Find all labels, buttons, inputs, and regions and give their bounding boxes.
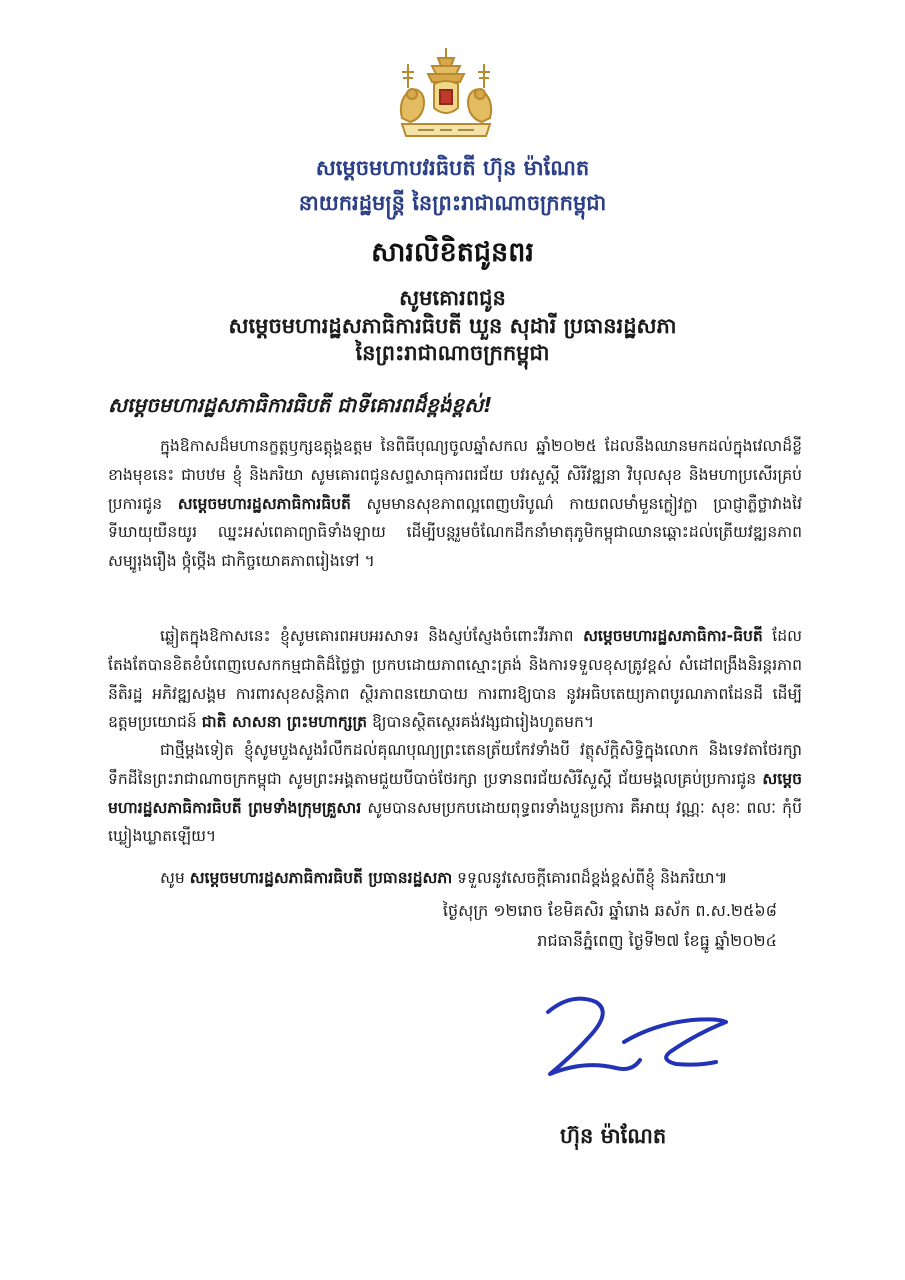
emphasis: ជាតិ សាសនា ព្រះមហាក្សត្រ [201, 713, 368, 732]
recipient-line-2: សម្តេចមហារដ្ឋសភាធិការធិបតី ឃួន សុដារី ប្រធានរដ្ឋសភា [228, 314, 677, 338]
emphasis: សម្តេចមហារដ្ឋសភាធិការធិបតី ព្រមទាំងក្រុមគ្រួសារ [108, 769, 802, 817]
body-paragraph-1: ក្នុងឱកាសដ៏មហានក្ខត្តឫក្សឧត្តុង្គឧត្តម នៃពិធីបុណ្យចូលឆ្នាំសកល ឆ្នាំ២០២៥ ដែលនឹងឈានមកដល់ក្នុងវេលាដ៏ខ្លីខាងមុខនេះ ជាបឋម ខ្ញុំ និងភរិយា សូមគោរពជូនសព្ទសាធុការពរជ័យ បវរសួស្តី សិរីវឌ្ឍនា វិបុលសុខ និងមហាប្រសើរគ្រប់ប្រការជូន សម្តេចមហារដ្ឋសភាធិការធិបតី សូមមានសុខភាពល្អពេញបរិបូណ៌ កាយពលមាំមួនក្លៀវក្លា ប្រាជ្ញាភ្លឺថ្លាវាងវៃ ទីឃាយុយឺនយូរ ឈ្នះអស់ពេគាព្យាធិទាំងឡាយ ដើម្បីបន្តរួមចំណែកដឹកនាំមាតុភូមិកម្ពុជាឈានឆ្ពោះដល់ត្រើយវឌ្ឍនភាព សម្បូរុងរឿង ថ្កុំថ្កើង ជាកិច្ចយោគភាពរៀងទៅ ។ [108, 437, 803, 571]
body-paragraph-2: ឆ្លៀតក្នុងឱកាសនេះ ខ្ញុំសូមគោរពអបអរសាទរ និងស្ញប់ស្ញែងចំពោះវីរភាព សម្តេចមហារដ្ឋសភាធិការ-ធិបតី ដែលតែងតែបានខិតខំបំពេញបេសកកម្មជាតិដ៏ថ្លៃថ្លា ប្រកបដោយភាពស្មោះត្រង់ និងការទទួលខុសត្រូវខ្ពស់ សំដៅពង្រឹងនិរន្តរភាពនីតិរដ្ឋ អភិវឌ្ឍសង្គម ការពារសុខសន្តិភាព ស្ថិរភាពនយោបាយ ការពារឱ្យបាន នូវអធិបតេយ្យភាពបូរណភាពដែនដី ដើម្បីឧត្តមប្រយោជន៍ ជាតិ សាសនា ព្រះមហាក្សត្រ ឱ្យបានស្ថិតស្ថេរគង់វង្សជារៀងហូតមក។ [108, 627, 803, 732]
emphasis: សម្តេចមហារដ្ឋសភាធិការធិបតី ប្រធានរដ្ឋសភា [189, 869, 453, 887]
place-and-date: រាជធានីភ្នំពេញ ថ្ងៃទី២៧ ខែធ្នូ ឆ្នាំ២០២៤ [537, 931, 777, 950]
body-paragraph-3: ជាថ្មីម្តងទៀត ខ្ញុំសូមបួងសួងរំលឹកដល់គុណបុណ្យព្រះតេនត្រ័យកែវទាំងបី វត្ថុស័ក្តិសិទ្ធិក្នុងលោក និងទេវតាថែរក្សាទឹកដីនៃព្រះរាជាណាចក្រកម្ពុជា សូមព្រះអង្គតាមជួយបីបាច់ថែរក្សា ប្រទានពរជ័យសិរីសួស្តី ជ័យមង្គលគ្រប់ប្រការជូន សម្តេចមហារដ្ឋសភាធិការធិបតី ព្រមទាំងក្រុមគ្រួសារ សូមបានសមប្រកបដោយពុទ្ធពរទាំងបួនប្រការ គឺអាយុ វណ្ណៈ សុខៈ ពលៈ កុំបីឃ្លៀងឃ្លាតឡើយ។ [108, 741, 802, 846]
recipient-line-3: នៃព្រះរាជាណាចក្រកម្ពុជា [355, 341, 550, 365]
emphasis: សម្តេចមហារដ្ឋសភាធិការ-ធិបតី [583, 627, 763, 645]
emphasis: សម្តេចមហារដ្ឋសភាធិការធិបតី [177, 494, 351, 513]
sender-title: សម្តេចមហាបវរធិបតី ហ៊ុន ម៉ាណែត [315, 156, 590, 180]
sender-position: នាយករដ្ឋមន្ត្រី នៃព្រះរាជាណាចក្រកម្ពុជា [298, 191, 607, 215]
lunar-date: ថ្ងៃសុក្រ ១២រោច ខែមិគសិរ ឆ្នាំរោង ឆស័ក ព.ស.២៥៦៨ [442, 901, 777, 920]
body-paragraph-4: សូម សម្តេចមហារដ្ឋសភាធិការធិបតី ប្រធានរដ្ឋសភា ទទួលនូវសេចក្តីគោរពដ៏ខ្ពង់ខ្ពស់ពីខ្ញុំ និងភរិយា៕ [160, 869, 728, 887]
signer-name: ហ៊ុន ម៉ាណែត [560, 1124, 667, 1148]
document-title: សារលិខិតជូនពរ [371, 237, 534, 268]
salutation: សម្តេចមហារដ្ឋសភាធិការធិបតី ជាទីគោរពដ៏ខ្ពង់ខ្ពស់! [108, 393, 493, 417]
handwritten-signature [520, 990, 740, 1090]
recipient-line-1: សូមគោរពជូន [399, 286, 506, 310]
royal-emblem-icon [388, 44, 504, 144]
